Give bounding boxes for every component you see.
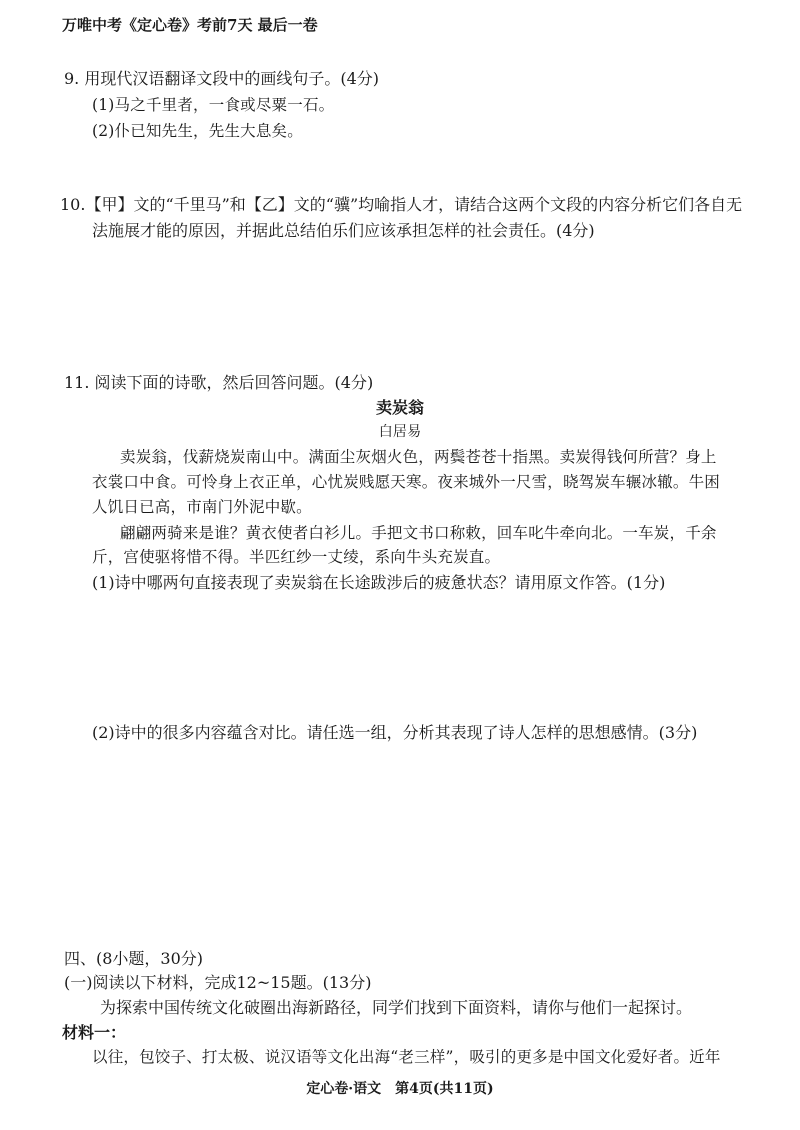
- poem-line: 衣裳口中食。可怜身上衣正单，心忧炭贱愿天寒。夜来城外一尺雪，晓驾炭车辗冰辙。牛困: [92, 473, 721, 491]
- question-11-sub-1: (1)诗中哪两句直接表现了卖炭翁在长途跋涉后的疲惫状态？请用原文作答。(1分): [92, 573, 666, 592]
- material-label: 材料一：: [62, 1023, 127, 1042]
- question-11-sub-2: (2)诗中的很多内容蕴含对比。请任选一组，分析其表现了诗人怎样的思想感情。(3分): [92, 723, 698, 742]
- question-10-line-2: 法施展才能的原因，并据此总结伯乐们应该承担怎样的社会责任。(4分): [92, 221, 595, 240]
- page-footer: 定心卷·语文 第4页(共11页): [306, 1081, 494, 1097]
- poem-line: 斤，宫使驱将惜不得。半匹红纱一丈绫，系向牛头充炭直。: [92, 548, 501, 566]
- question-11-stem: 11. 阅读下面的诗歌，然后回答问题。(4分): [64, 373, 374, 392]
- poem-line: 卖炭翁，伐薪烧炭南山中。满面尘灰烟火色，两鬓苍苍十指黑。卖炭得钱何所营？身上: [120, 448, 717, 466]
- question-9-stem: 9. 用现代汉语翻译文段中的画线句子。(4分): [64, 69, 380, 88]
- page-header: 万唯中考《定心卷》考前7天 最后一卷: [62, 16, 318, 34]
- section-4-heading: 四、(8小题，30分): [64, 949, 204, 968]
- section-4-part-1: (一)阅读以下材料，完成12~15题。(13分): [64, 973, 372, 992]
- poem-author: 白居易: [378, 424, 422, 440]
- poem-line: 翩翩两骑来是谁？黄衣使者白衫儿。手把文书口称敕，回车叱牛牵向北。一车炭，千余: [120, 524, 717, 542]
- section-4-intro: 为探索中国传统文化破圈出海新路径，同学们找到下面资料，请你与他们一起探讨。: [100, 998, 693, 1017]
- poem-line: 人饥日已高，市南门外泥中歇。: [92, 498, 312, 516]
- question-10-line-1: 10.【甲】文的“千里马”和【乙】文的“骥”均喻指人才，请结合这两个文段的内容分析它们各自无: [60, 195, 743, 214]
- poem-title: 卖炭翁: [375, 398, 424, 417]
- material-line: 以往，包饺子、打太极、说汉语等文化出海“老三样”，吸引的更多是中国文化爱好者。近年: [92, 1048, 721, 1066]
- question-9-item-1: (1)马之千里者，一食或尽粟一石。: [92, 96, 335, 114]
- question-9-item-2: (2)仆已知先生，先生大息矣。: [92, 122, 303, 140]
